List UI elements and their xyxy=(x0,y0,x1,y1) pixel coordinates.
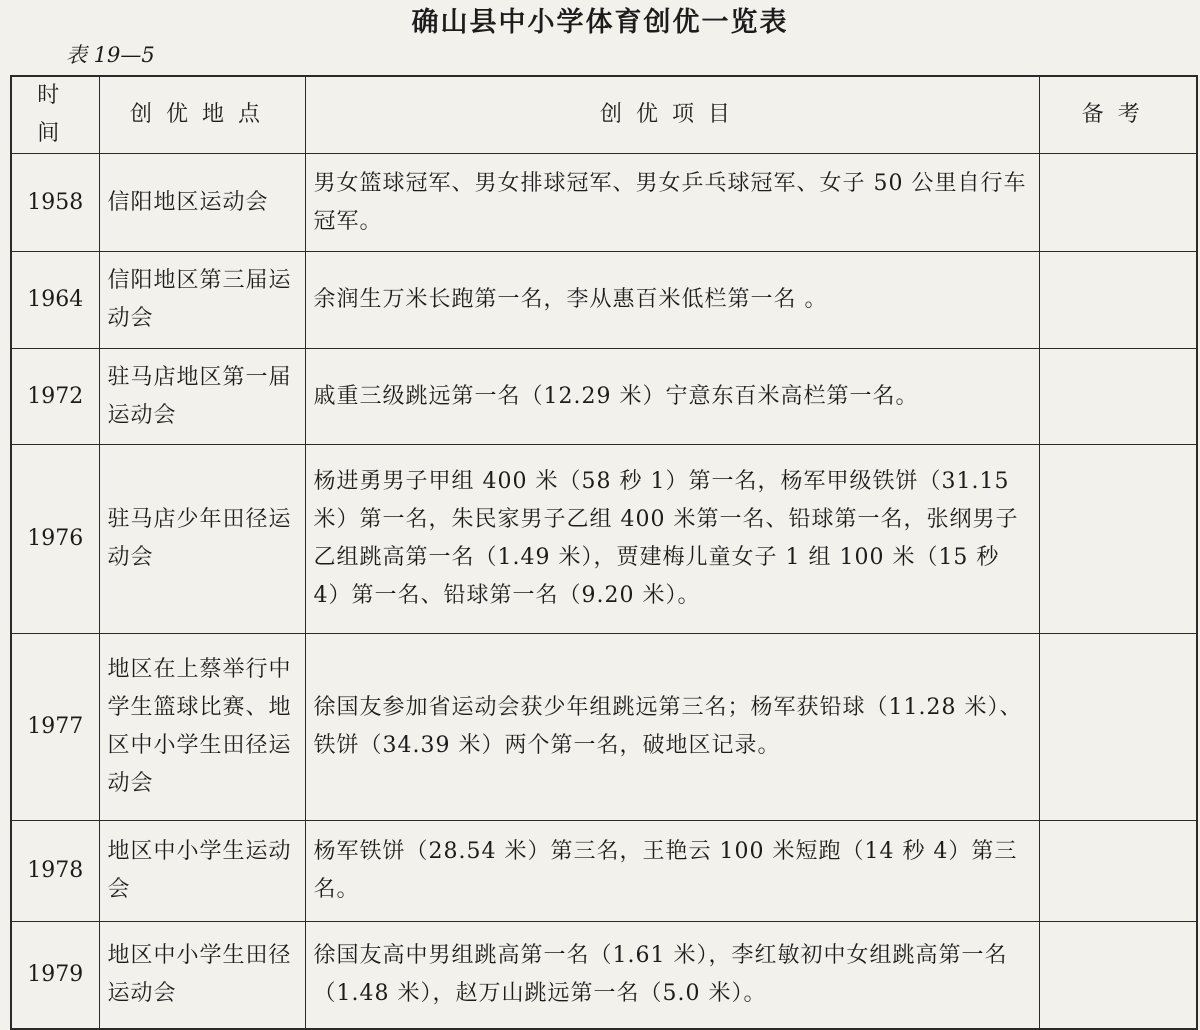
place-cell: 地区中小学生运动会 xyxy=(99,821,305,922)
header-place: 创优地点 xyxy=(99,76,305,154)
table-number: 表 19—5 xyxy=(66,43,155,67)
remark-cell xyxy=(1039,634,1197,821)
table-row xyxy=(11,349,1197,445)
place-cell: 驻马店地区第一届运动会 xyxy=(99,349,305,445)
header-item: 创优项目 xyxy=(305,76,1039,154)
table-row xyxy=(11,634,1197,821)
table-row xyxy=(11,821,1197,922)
year-cell: 1964 xyxy=(11,252,99,349)
header-time: 时间 xyxy=(11,76,99,154)
remark-cell xyxy=(1039,154,1197,252)
item-cell: 杨进勇男子甲组 400 米（58 秒 1）第一名，杨军甲级铁饼（31.15 米）第一名，朱民家男子乙组 400 米第一名、铅球第一名，张纲男子乙组跳高第一名（1.49 米），贾建梅儿童女子 1 组 100 米（15 秒 4）第一名、铅球第一名（9.20 米）。 xyxy=(305,445,1039,634)
year-cell: 1972 xyxy=(11,349,99,445)
item-cell: 余润生万米长跑第一名，李从惠百米低栏第一名 。 xyxy=(305,252,1039,349)
item-cell: 徐国友高中男组跳高第一名（1.61 米），李红敏初中女组跳高第一名（1.48 米），赵万山跳远第一名（5.0 米）。 xyxy=(305,922,1039,1030)
item-cell: 戚重三级跳远第一名（12.29 米）宁意东百米高栏第一名。 xyxy=(305,349,1039,445)
remark-cell xyxy=(1039,922,1197,1030)
remark-cell xyxy=(1039,349,1197,445)
item-cell: 徐国友参加省运动会获少年组跳远第三名；杨军获铅球（11.28 米）、铁饼（34.39 米）两个第一名，破地区记录。 xyxy=(305,634,1039,821)
remark-cell xyxy=(1039,252,1197,349)
place-cell: 地区在上蔡举行中学生篮球比赛、地区中小学生田径运动会 xyxy=(99,634,305,821)
table-row xyxy=(11,445,1197,634)
remark-cell xyxy=(1039,445,1197,634)
remark-cell xyxy=(1039,821,1197,922)
place-cell: 信阳地区第三届运动会 xyxy=(99,252,305,349)
item-cell: 男女篮球冠军、男女排球冠军、男女乒乓球冠军、女子 50 公里自行车冠军。 xyxy=(305,154,1039,252)
year-cell: 1978 xyxy=(11,821,99,922)
year-cell: 1976 xyxy=(11,445,99,634)
place-cell: 地区中小学生田径运动会 xyxy=(99,922,305,1030)
table-header-row xyxy=(11,76,1197,154)
place-cell: 信阳地区运动会 xyxy=(99,154,305,252)
table-row xyxy=(11,154,1197,252)
year-cell: 1958 xyxy=(11,154,99,252)
sports-honor-table xyxy=(10,75,1198,1030)
year-cell: 1977 xyxy=(11,634,99,821)
year-cell: 1979 xyxy=(11,922,99,1030)
place-cell: 驻马店少年田径运动会 xyxy=(99,445,305,634)
page-title: 确山县中小学体育创优一览表 xyxy=(411,7,789,38)
header-remark: 备考 xyxy=(1039,76,1197,154)
table-row xyxy=(11,252,1197,349)
table-row xyxy=(11,922,1197,1030)
item-cell: 杨军铁饼（28.54 米）第三名，王艳云 100 米短跑（14 秒 4）第三名。 xyxy=(305,821,1039,922)
